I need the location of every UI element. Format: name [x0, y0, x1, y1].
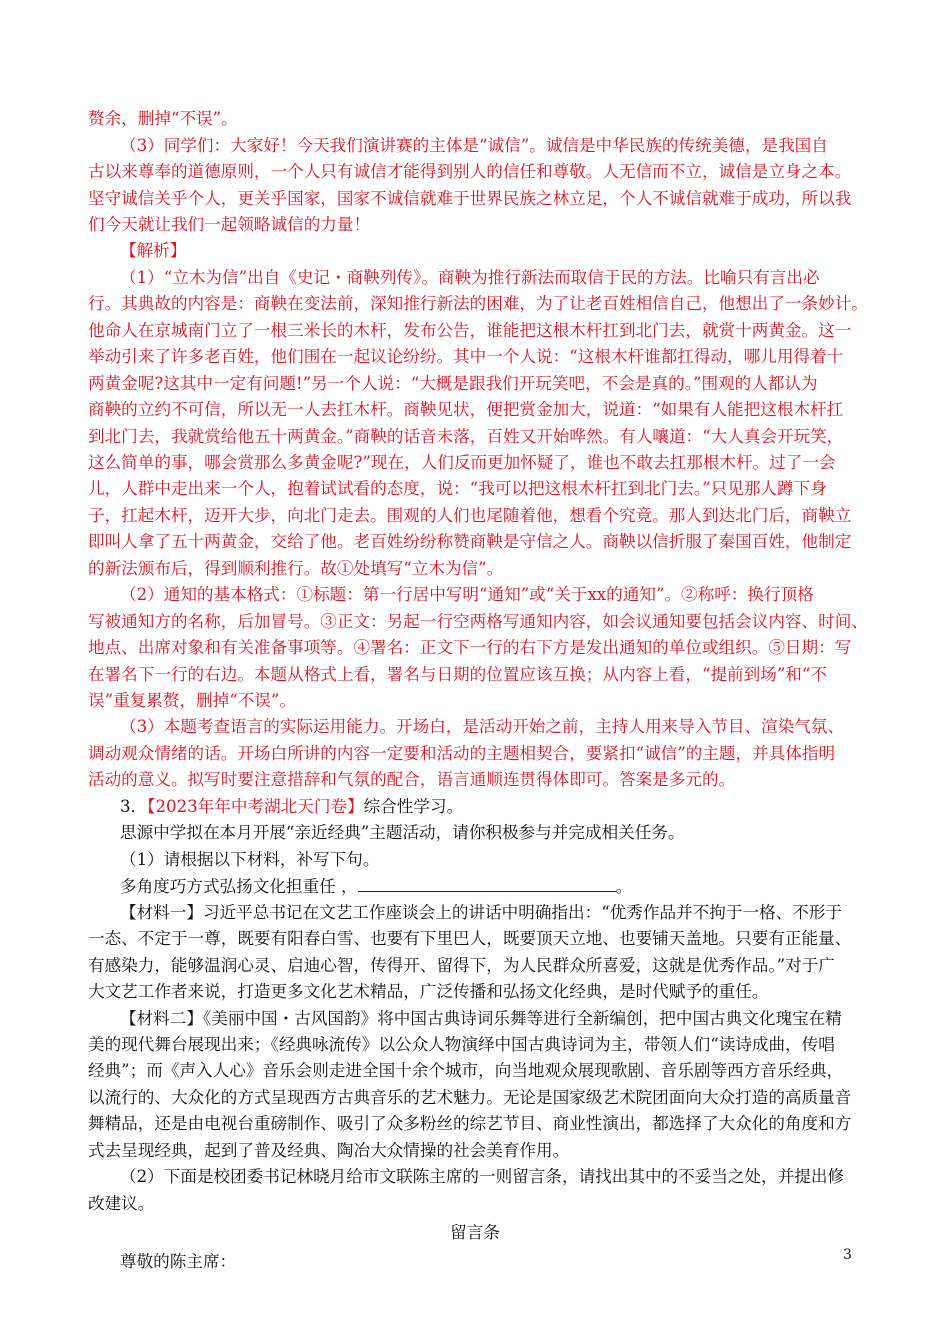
analysis-line: 写被通知方的名称，后加冒号。③正文：另起一行空两格写通知内容，如会议通知要包括会议内容、时间、 — [88, 612, 868, 631]
analysis-line: 两黄金呢?这其中一定有问题!”另一个人说：“大概是跟我们开玩笑吧，不会是真的。”围观的人都认为 — [88, 374, 818, 393]
analysis-line: （3）本题考查语言的实际运用能力。开场白，是活动开始之前，主持人用来导入节目、渲染气氛、 — [120, 717, 845, 736]
answer-line: 们今天就让我们一起领略诚信的力量！ — [88, 215, 371, 234]
analysis-line: 调动观众情绪的话。开场白所讲的内容一定要和活动的主题相契合，要紧扣“诚信”的主题，并具体指明 — [88, 744, 836, 763]
analysis-line: （2）通知的基本格式：①标题：第一行居中写明“通知”或“关于xx的通知”。②称呼：换行顶格 — [120, 585, 814, 604]
material-1-line: 大文艺工作者来说，打造更多文化艺术精品，广泛传播和弘扬文化经典，是时代赋予的重任。 — [88, 982, 769, 1001]
fill-in-prompt — [120, 873, 632, 900]
analysis-line: 他命人在京城南门立了一根三米长的木杆，发布公告，谁能把这根木杆扛到北门去，就赏十两黄金。这一 — [88, 321, 852, 340]
question-intro: 思源中学拟在本月开展“亲近经典”主题活动，请你积极参与并完成相关任务。 — [120, 823, 685, 842]
material-1-line: 有感染力，能够温润心灵、启迪心智，传得开、留得下，为人民群众所喜爱，这就是优秀作品。”对于广 — [88, 956, 835, 975]
prompt-end: 。 — [615, 877, 633, 896]
analysis-line: 举动引来了许多老百姓，他们围在一起议论纷纷。其中一个人说：“这根木杆谁都扛得动，哪儿用得着十 — [88, 347, 844, 366]
task-2-line: 改建议。 — [88, 1194, 155, 1213]
prompt-text: 多角度巧方式弘扬文化担重任 ， — [120, 877, 358, 896]
material-2-line: 式去呈现经典，起到了普及经典、陶冶大众情操的社会美育作用。 — [88, 1141, 570, 1160]
material-1-line: 【材料一】习近平总书记在文艺工作座谈会上的讲话中明确指出：“优秀作品并不拘于一格、不形于 — [120, 903, 843, 922]
answer-line: 赘余，删掉“不误”。 — [88, 109, 238, 128]
material-2-line: 美的现代舞台展现出来；《经典咏流传》以公众人物演绎中国古典诗词为主，带领人们“读诗成曲，传唱 — [88, 1035, 835, 1054]
analysis-line: （1）“立木为信”出自《史记・商鞅列传》。商鞅为推行新法而取信于民的方法。比喻只有言出必 — [120, 268, 820, 287]
material-2-line: 以流行的、大众化的方式呈现西方古典音乐的艺术魅力。无论是国家级艺术院团面向大众打造的高质量音 — [88, 1088, 852, 1107]
task-1: （1）请根据以下材料，补写下句。 — [120, 850, 380, 869]
analysis-line: 地点、出席对象和有关准备事项等。④署名：正文下一行的右下方是发出通知的单位或组织。⑤日期：写 — [88, 638, 852, 657]
material-1-line: 一态、不定于一尊，既要有阳春白雪、也要有下里巴人，既要顶天立地、也要铺天盖地。只要有正能量、 — [88, 929, 852, 948]
page-number: 3 — [843, 1247, 852, 1263]
analysis-line: 误”重复累赘，删掉“不误”。 — [88, 691, 296, 710]
analysis-line: 到北门去，我就赏给他五十两黄金。”商鞅的话音未落，百姓又开始哗然。有人嚷道：“大人真会开玩笑， — [88, 427, 844, 446]
analysis-line: 子，扛起木杆，迈开大步，向北门走去。围观的人们也尾随着他，想看个究竟。那人到达北门后，商鞅立 — [88, 506, 852, 525]
analysis-line: 商鞅的立约不可信，所以无一人去扛木杆。商鞅见状，便把赏金加大，说道：“如果有人能把这根木杆扛 — [88, 400, 844, 419]
analysis-line: 在署名下一行的右边。本题从格式上看，署名与日期的位置应该互换；从内容上看，“提前到场”和“不 — [88, 665, 827, 684]
analysis-line: 行。其典故的内容是：商鞅在变法前，深知推行新法的困难，为了让老百姓相信自己，他想出了一条妙计。 — [88, 294, 868, 313]
material-2-line: 经典”；而《声入人心》音乐会则走进全国十余个城市，向当地观众展现歌剧、音乐剧等西方音乐经典， — [88, 1061, 844, 1080]
answer-blank[interactable] — [358, 873, 616, 892]
answer-line: 坚守诚信关乎个人，更关乎国家，国家不诚信就难于世界民族之林立足，个人不诚信就难于成功，所以我 — [88, 189, 852, 208]
question-topic: 综合性学习。 — [363, 797, 464, 816]
analysis-line: 这么简单的事，哪会赏那么多黄金呢?”现在，人们反而更加怀疑了，谁也不敢去扛那根木杆。过了一会 — [88, 453, 836, 472]
analysis-line: 的新法颁布后，得到顺利推行。故①处填写“立木为信”。 — [88, 559, 504, 578]
analysis-heading: 【解析】 — [120, 241, 187, 260]
question-source: 【2023年年中考湖北天门卷】 — [147, 797, 364, 816]
note-title: 留言条 — [450, 1223, 500, 1242]
analysis-line: 活动的意义。拟写时要注意措辞和气氛的配合，语言通顺连贯得体即可。答案是多元的。 — [88, 770, 736, 789]
task-2-line: （2）下面是校团委书记林晓月给市文联陈主席的一则留言条，请找出其中的不妥当之处，并提出修 — [120, 1167, 845, 1186]
analysis-line: 儿，人群中走出来一个人，抱着试试看的态度，说：“我可以把这根木杆扛到北门去。”只见那人蹲下身 — [88, 479, 827, 498]
note-salutation: 尊敬的陈主席： — [120, 1252, 237, 1271]
analysis-line: 即叫人拿了五十两黄金，交给了他。老百姓纷纷称赞商鞅是守信之人。商鞅以信折服了秦国百姓，他制定 — [88, 532, 852, 551]
answer-line: （3）同学们：大家好！今天我们演讲赛的主体是“诚信”。诚信是中华民族的传统美德，是我国自 — [120, 136, 828, 155]
answer-line: 古以来尊奉的道德原则，一个人只有诚信才能得到别人的信任和尊敬。人无信而不立，诚信是立身之本。 — [88, 162, 852, 181]
material-2-line: 【材料二】《美丽中国・古风国韵》将中国古典诗词乐舞等进行全新编创，把中国古典文化瑰宝在精 — [120, 1009, 842, 1028]
question-number: 3． — [120, 797, 148, 816]
material-2-line: 舞精品，还是由电视台重磅制作、吸引了众多粉丝的综艺节目、商业性演出，都选择了大众化的角度和方 — [88, 1114, 852, 1133]
question-3-heading — [120, 794, 463, 820]
